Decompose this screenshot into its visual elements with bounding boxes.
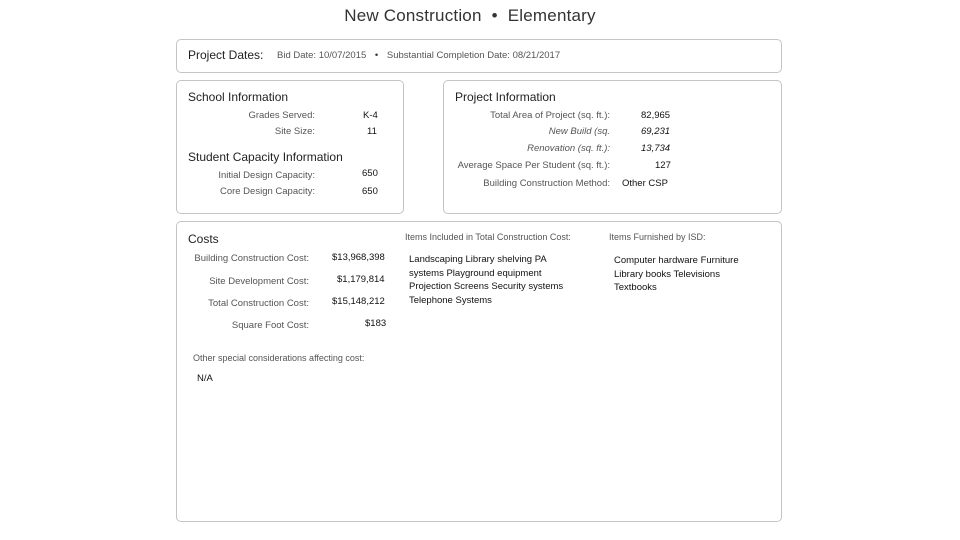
- items-furnished-list: [614, 254, 739, 295]
- items-included-line: Projection Screens Security systems: [409, 281, 564, 292]
- items-furnished-heading: Items Furnished by ISD:: [609, 232, 706, 242]
- average-space-label: Average Space Per Student (sq. ft.):: [457, 160, 610, 171]
- construction-method-label: Building Construction Method:: [483, 178, 610, 189]
- core-design-capacity-label: Core Design Capacity:: [219, 186, 315, 197]
- building-construction-cost-value: $13,968,398: [332, 252, 385, 263]
- renovation-value: 13,734: [641, 143, 671, 154]
- new-build-value: 69,231: [641, 126, 671, 137]
- square-foot-cost-value: $183: [365, 318, 387, 329]
- project-information-heading: Project Information: [455, 90, 556, 104]
- construction-method-value: Other CSP: [622, 178, 668, 189]
- building-construction-cost-label: Building Construction Cost:: [194, 253, 309, 264]
- costs-panel: [176, 221, 782, 522]
- items-furnished-line: Textbooks: [614, 282, 657, 293]
- other-considerations-value: N/A: [197, 373, 213, 384]
- project-dates-label: Project Dates:: [188, 48, 264, 62]
- square-foot-cost-label: Square Foot Cost:: [231, 320, 309, 331]
- average-space-value: 127: [655, 160, 671, 171]
- grades-served-value: K-4: [363, 110, 378, 121]
- initial-design-capacity-value: 650: [362, 168, 378, 179]
- site-size-value: 11: [367, 126, 377, 137]
- completion-date-label: Substantial Completion Date:: [386, 50, 510, 61]
- school-information-heading: School Information: [188, 90, 289, 104]
- costs-heading: Costs: [188, 232, 219, 246]
- new-build-label: New Build (sq.: [548, 126, 610, 137]
- initial-design-capacity-label: Initial Design Capacity:: [218, 170, 315, 181]
- title-separator: •: [491, 6, 498, 25]
- items-included-line: Landscaping Library shelving PA: [409, 254, 547, 265]
- student-capacity-heading: Student Capacity Information: [188, 150, 343, 164]
- school-information-panel: [176, 80, 404, 214]
- items-included-list: [409, 253, 563, 307]
- core-design-capacity-value: 650: [362, 186, 378, 197]
- other-considerations-label: Other special considerations affecting cost:: [193, 353, 365, 363]
- bid-date-label: Bid Date:: [277, 50, 317, 61]
- site-development-cost-value: $1,179,814: [337, 274, 385, 285]
- total-construction-cost-value: $15,148,212: [332, 296, 385, 307]
- construction-type: New Construction: [344, 6, 482, 25]
- total-area-value: 82,965: [641, 110, 671, 121]
- bid-date-value: 10/07/2015: [318, 50, 367, 61]
- items-included-line: systems Playground equipment: [409, 267, 542, 279]
- school-level: Elementary: [507, 6, 596, 25]
- page-title: [0, 6, 940, 26]
- items-furnished-line: Computer hardware Furniture: [614, 255, 739, 266]
- site-size-label: Site Size:: [274, 126, 315, 137]
- items-included-heading: Items Included in Total Construction Cost:: [405, 232, 571, 242]
- items-furnished-line: Library books Televisions: [614, 268, 720, 280]
- grades-served-label: Grades Served:: [248, 110, 315, 121]
- project-information-panel: [443, 80, 782, 214]
- project-dates-details: [277, 50, 560, 61]
- total-area-label: Total Area of Project (sq. ft.):: [490, 110, 610, 121]
- dates-separator: •: [374, 50, 379, 61]
- completion-date-value: 08/21/2017: [512, 50, 561, 61]
- project-dates-panel: [176, 39, 782, 73]
- items-included-line: Telephone Systems: [409, 294, 492, 306]
- total-construction-cost-label: Total Construction Cost:: [208, 298, 309, 309]
- site-development-cost-label: Site Development Cost:: [209, 276, 309, 287]
- renovation-label: Renovation (sq. ft.):: [527, 143, 610, 154]
